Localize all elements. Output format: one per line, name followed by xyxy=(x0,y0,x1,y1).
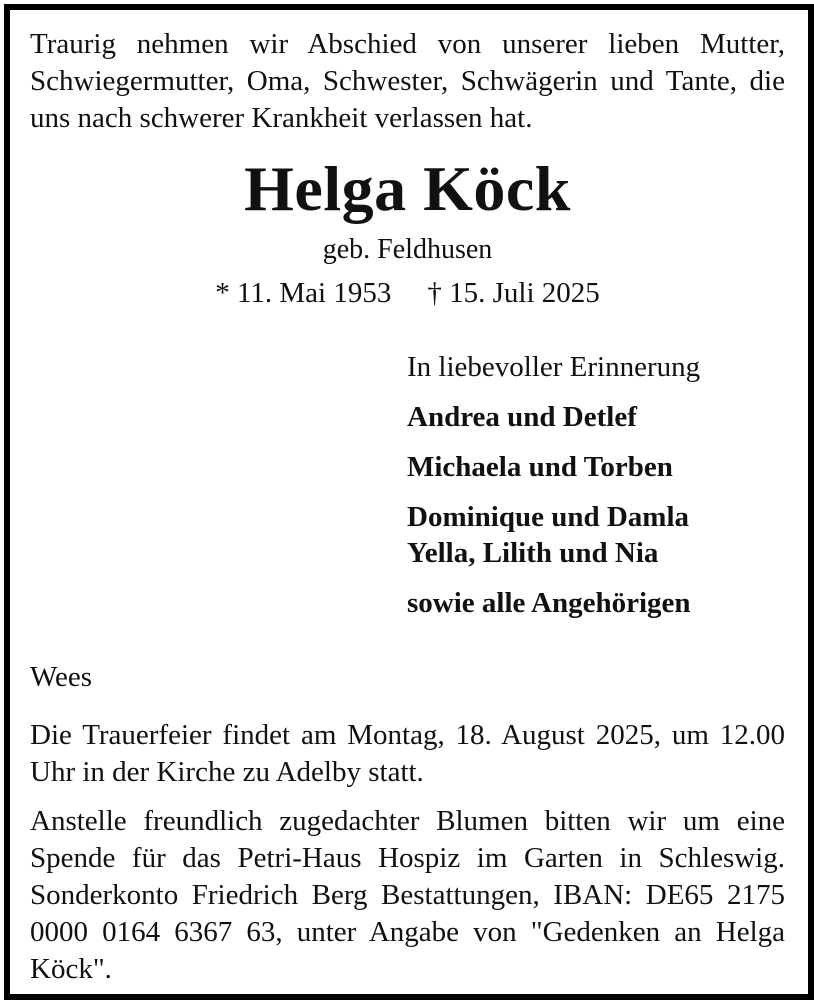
mourner-name: Yella, Lilith und Nia xyxy=(407,537,659,569)
birth-date: * 11. Mai 1953 xyxy=(215,277,392,309)
donation-text: Anstelle freundlich zugedachter Blumen bitten wir um eine Spende für das Petri-Haus Hospiz im Garten in Schleswig. Sonderkonto Friedrich Berg Bestattungen, IBAN: DE65 2175 0000 0164 6367 63, unter Angabe von "Gedenken an Helga Köck". xyxy=(30,805,785,985)
life-dates xyxy=(30,275,785,311)
mourner-name: Dominique und Damla xyxy=(407,501,690,533)
birth-name: geb. Feldhusen xyxy=(322,234,493,265)
mourner-name: Andrea und Detlef xyxy=(407,401,637,433)
mourner-name: Michaela und Torben xyxy=(407,451,673,483)
mourners-block xyxy=(407,349,785,621)
death-date: † 15. Juli 2025 xyxy=(427,277,600,309)
obituary-notice xyxy=(30,26,785,988)
deceased-name: Helga Köck xyxy=(244,153,571,224)
place-name: Wees xyxy=(30,661,93,693)
ceremony-text: Die Trauerfeier findet am Montag, 18. August 2025, um 12.00 Uhr in der Kirche zu Adelby statt. xyxy=(30,719,785,788)
intro-text: Traurig nehmen wir Abschied von unserer lieben Mutter, Schwiegermutter, Oma, Schwester, Schwägerin und Tante, die uns nach schwerer Krankheit verlassen hat. xyxy=(30,28,785,134)
mourner-name: sowie alle Angehörigen xyxy=(407,587,691,619)
memory-line: In liebevoller Erinnerung xyxy=(407,351,701,383)
